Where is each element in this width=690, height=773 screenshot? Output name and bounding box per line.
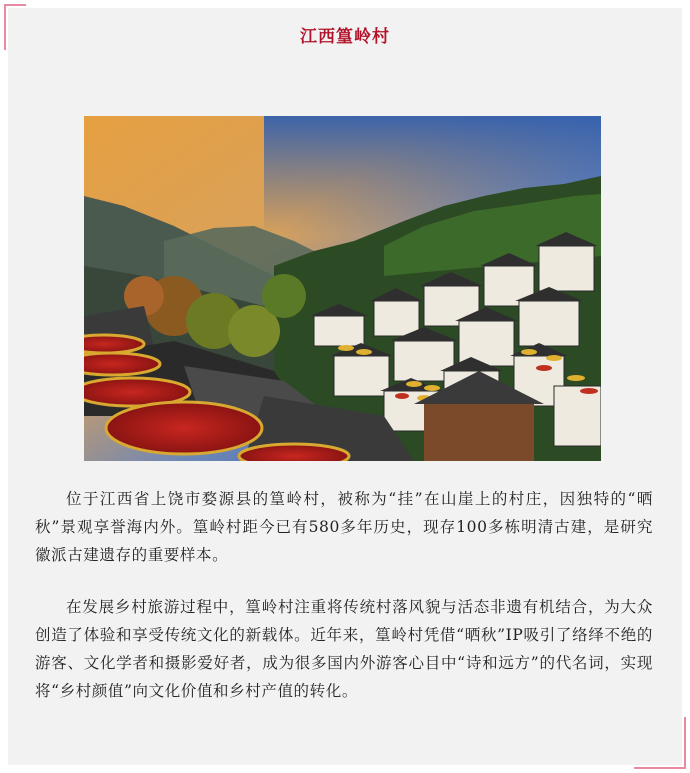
frame-corner-bottom-right (634, 717, 686, 769)
village-photo (84, 116, 601, 461)
paragraph-2: 在发展乡村旅游过程中，篁岭村注重将传统村落风貌与活态非遗有机结合，为大众创造了体验和享受传统文化的新载体。近年来，篁岭村凭借“晒秋”IP吸引了络绎不绝的游客、文化学者和摄影爱好者，成为很多国内外游客心目中“诗和远方”的代名词，实现将“乡村颜值”向文化价值和乡村产值的转化。 (35, 598, 653, 700)
article-title: 江西篁岭村 (300, 27, 390, 47)
frame-corner-top-left (4, 4, 26, 6)
paragraph-1: 位于江西省上饶市婺源县的篁岭村，被称为“挂”在山崖上的村庄，因独特的“晒秋”景观享誉海内外。篁岭村距今已有580多年历史，现存100多栋明清古建，是研究徽派古建遗存的重要样本。 (35, 490, 653, 564)
